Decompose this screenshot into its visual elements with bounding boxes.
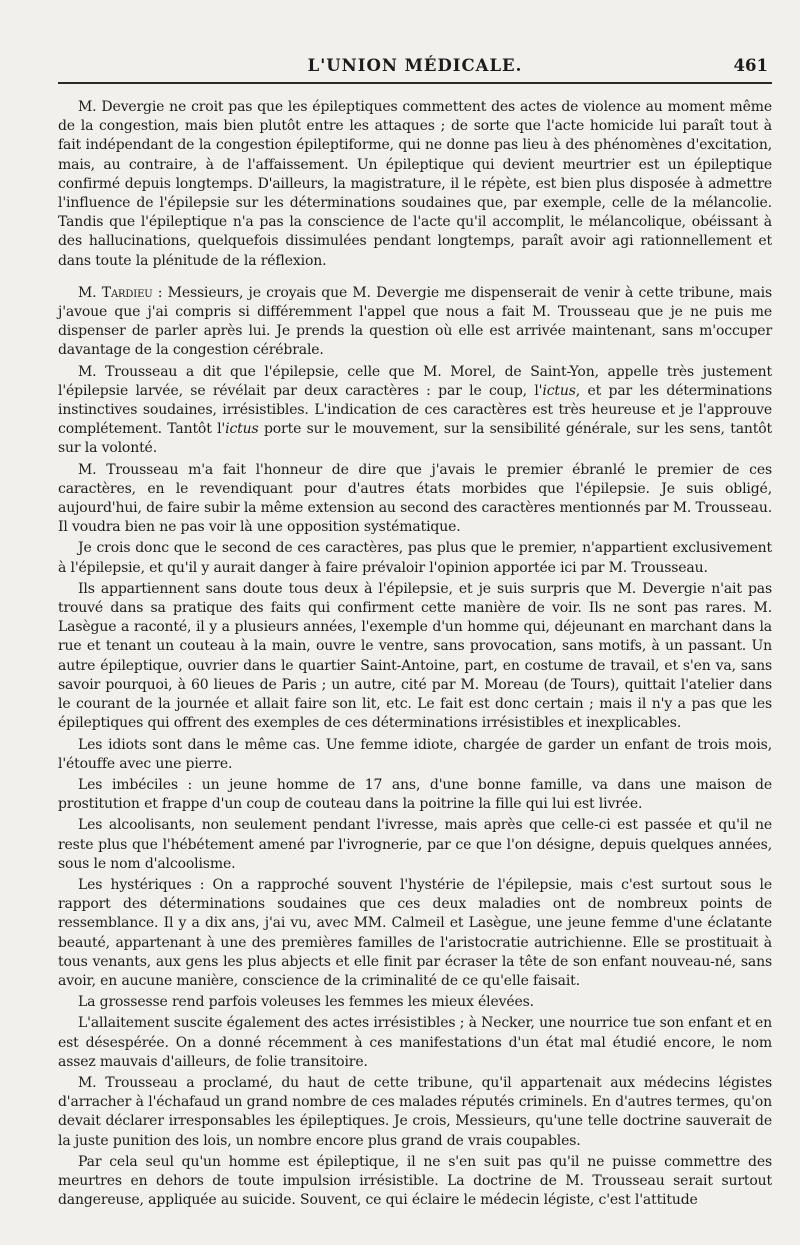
paragraph-examples-epilepsy: Ils appartiennent sans doute tous deux à l'épilepsie, et je suis surpris que M. Devergie n'ait pas trouvé dans sa pratique des faits qui confirment cette manière de voir. Ils ne sont pas rares. M. Lasègue a raconté, il y a plusieurs années, l'exemple d'un homme qui, déjeunant en marchant dans la rue et tenant un couteau à la main, ouvre le ventre, sans provocation, sans motifs, à un passant. Un autre épileptique, ouvrier dans le quartier Saint-Antoine, part, en costume de travail, et s'en va, sans savoir pourquoi, à 60 lieues de Paris ; un autre, cité par M. Moreau (de Tours), quittait l'atelier dans le courant de la journée et allait faire son lit, etc. Le fait est donc certain ; mais il n'y a pas que les épileptiques qui offrent des exemples de ces déterminations irrésistibles et inexplicables.	[58, 580, 772, 732]
text-segment: porte sur le mouvement, sur la sensibilité générale, sur les sens, tantôt sur la volonté.	[58, 421, 772, 457]
running-title: L'UNION MÉDICALE.	[307, 56, 523, 75]
paragraph-suicide: Par cela seul qu'un homme est épileptique, il ne s'en suit pas qu'il ne puisse commettre des meurtres en dehors de toute impulsion irrésistible. La doctrine de M. Trousseau serait surtout dangereuse, appliquée au suicide. Souvent, ce qui éclaire le médecin légiste, c'est l'attitude	[58, 1153, 772, 1209]
paragraph-tardieu-speech	[58, 284, 772, 361]
paragraph-allaitement: L'allaitement suscite également des actes irrésistibles ; à Necker, une nourrice tue son enfant et en est désespérée. On a donné récemment à ces manifestations d'un état mal étudié encore, le nom assez mauvais d'ailleurs, de folie transitoire.	[58, 1015, 772, 1070]
speaker-name: Tardieu	[101, 284, 153, 301]
paragraph-hysteriques: Les hystériques : On a rapproché souvent l'hystérie de l'épilepsie, mais c'est surtout sous le rapport des déterminations soudaines que ces deux maladies ont de nombreux points de ressemblance. Il y a dix ans, j'ai vu, avec MM. Calmeil et Lasègue, une jeune femme d'une éclatante beauté, appartenant à une des premières familles de l'aristocratie autrichienne. Elle se prostituait à tous venants, aux gens les plus abjects et elle finit par écraser la tête de son enfant nouveau-né, sans avoir, en aucune manière, conscience de la criminalité de ce qu'elle faisait.	[58, 876, 772, 989]
paragraph-trousseau-characters	[58, 363, 772, 459]
speaker-prefix: M.	[78, 284, 102, 301]
body-text	[58, 98, 772, 1210]
paragraph-idiots: Les idiots sont dans le même cas. Une femme idiote, chargée de garder un enfant de trois mois, l'étouffe avec une pierre.	[58, 736, 772, 772]
paragraph-devergie-opinion: M. Devergie ne croit pas que les épileptiques commettent des actes de violence au moment même de la congestion, mais bien plutôt entre les attaques ; de sorte que l'acte homicide lui paraît tout à fait indépendant de la congestion épileptiforme, qui ne donne pas lieu à des phénomènes d'excitation, mais, au contraire, à de l'affaissement. Un épileptique qui devient meurtrier est un épileptique confirmé depuis longtemps. D'ailleurs, la magistrature, il le répète, est bien plus disposée à admettre l'influence de l'épilepsie sur les déterminations soudaines que, par exemple, celle de la mélancolie. Tandis que l'épileptique n'a pas la conscience de l'acte qu'il accomplit, le mélancolique, obéissant à des hallucinations, quelquefois dissimulées pendant longtemps, paraît avoir agi rationnellement et dans toute la plénitude de la réflexion.	[58, 99, 772, 269]
paragraph-alcoolisants: Les alcoolisants, non seulement pendant l'ivresse, mais après que celle-ci est passée et qu'il ne reste plus que l'hébétement amené par l'ivrognerie, par ce que l'on désigne, depuis quelques années, sous le nom d'alcoolisme.	[58, 817, 772, 872]
paragraph-irresponsables: M. Trousseau a proclamé, du haut de cette tribune, qu'il appartenait aux médecins légistes d'arracher à l'échafaud un grand nombre de ces malades réputés criminels. En d'autres termes, qu'on devait déclarer irresponsables les épileptiques. Je crois, Messieurs, qu'une telle doctrine sauverait de la juste punition des lois, un nombre encore plus grand de vrais coupables.	[58, 1074, 772, 1149]
paragraph-second-caractere: Je crois donc que le second de ces caractères, pas plus que le premier, n'appartient exclusivement à l'épilepsie, et qu'il y aurait danger à faire prévaloir l'opinion apportée ici par M. Trousseau.	[58, 540, 772, 576]
speech-text: : Messieurs, je croyais que M. Devergie me dispenserait de venir à cette tribune, mais j'avoue que j'ai compris si différemment l'appel que nous a fait M. Trousseau que je ne puis me dispenser de parler après lui. Je prends la question où elle est arrivée maintenant, sans m'occuper davantage de la congestion cérébrale.	[58, 284, 772, 359]
text-segment: M. Trousseau a dit que l'épilepsie, celle que M. Morel, de Saint-Yon, appelle très justement l'épilepsie larvée, se révélait par deux caractères : par le coup, l'	[58, 363, 772, 399]
page-number: 461	[733, 56, 768, 75]
paragraph-premier-ebranle: M. Trousseau m'a fait l'honneur de dire que j'avais le premier ébranlé le premier de ces caractères, en le revendiquant pour d'autres états morbides que l'épilepsie. Je suis obligé, aujourd'hui, de faire subir la même extension au second des caractères mentionnés par M. Trousseau. Il voudra bien ne pas voir là une opposition systématique.	[58, 461, 772, 536]
page-header	[58, 52, 772, 84]
italic-term: ictus	[542, 382, 576, 399]
italic-term: ictus	[225, 421, 259, 438]
paragraph-grossesse: La grossesse rend parfois voleuses les femmes les mieux élevées.	[78, 994, 534, 1011]
text-segment: , et par les déterminations instinctives soudaines, irrésistibles. L'indication de ces caractères est très heureuse et je l'approuve complétement. Tantôt l'	[58, 382, 772, 438]
paragraph-imbeciles: Les imbéciles : un jeune homme de 17 ans, d'une bonne famille, va dans une maison de prostitution et frappe d'un coup de couteau dans la poitrine la fille qui lui est livrée.	[58, 776, 772, 813]
